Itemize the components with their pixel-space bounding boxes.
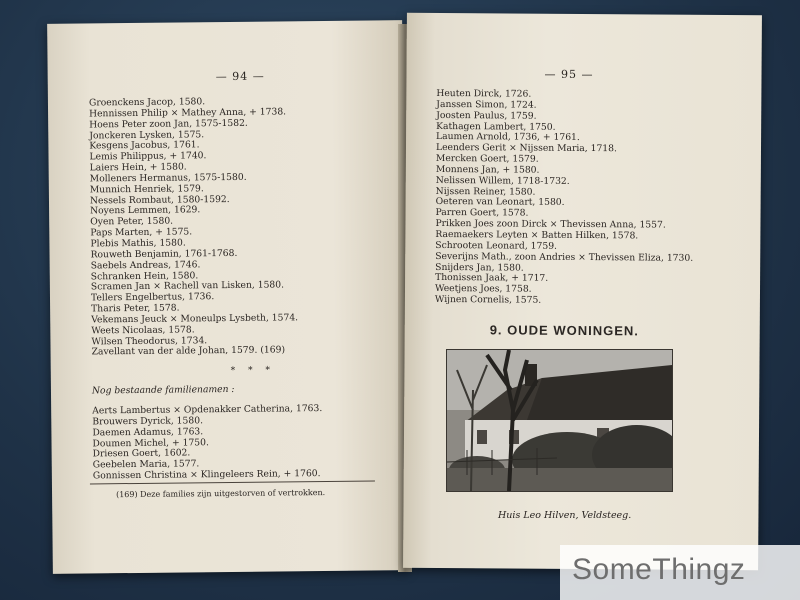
- entry-line: Geebelen Maria, 1577.: [92, 458, 200, 471]
- entry-line: Wijnen Cornelis, 1575.: [434, 294, 542, 306]
- left-page: [47, 20, 408, 574]
- footnote: (169) Deze families zijn uitgestorven of vertrokken.: [116, 487, 326, 500]
- entry-line: Mercken Goert, 1579.: [435, 153, 539, 165]
- entry-line: Nelissen Willem, 1718-1732.: [435, 174, 570, 187]
- entry-line: Zavellant van der alde Johan, 1579. (169): [91, 344, 286, 358]
- entry-line: Oyen Peter, 1580.: [90, 215, 174, 228]
- entry-line: Schrooten Leonard, 1759.: [435, 239, 558, 252]
- entry-line: Driesen Goert, 1602.: [92, 447, 191, 460]
- entry-line: Wilsen Theodorus, 1734.: [91, 334, 208, 347]
- left-entry-list: [89, 96, 299, 358]
- entry-line: Janssen Simon, 1724.: [436, 98, 537, 111]
- entry-line: Laiers Hein, + 1580.: [89, 161, 187, 174]
- entry-line: Brouwers Dyrick, 1580.: [92, 415, 204, 428]
- entry-line: Thonissen Jaak, + 1717.: [435, 272, 549, 285]
- entry-line: Plebis Mathis, 1580.: [90, 237, 186, 250]
- entry-line: Lemis Philippus, + 1740.: [89, 150, 207, 163]
- entry-line: Vekemans Jeuck × Moneulps Lysbeth, 1574.: [91, 312, 299, 326]
- entry-line: Weets Nicolaas, 1578.: [91, 324, 195, 337]
- entry-line: Heuten Dirck, 1726.: [436, 87, 532, 100]
- entry-line: Molleners Hermanus, 1575-1580.: [89, 171, 247, 185]
- house-photo: [446, 349, 673, 492]
- entry-line: Paps Marten, + 1575.: [90, 226, 193, 239]
- subheading: Nog bestaande familienamen :: [91, 383, 235, 397]
- page-number-left: — 94 —: [215, 69, 265, 84]
- entry-line: Tharis Peter, 1578.: [91, 302, 180, 315]
- entry-line: Severijns Math., zoon Andries × Thevissen Eliza, 1730.: [435, 250, 694, 264]
- entry-line: Rouweth Benjamin, 1761-1768.: [90, 247, 238, 261]
- entry-line: Saebels Andreas, 1746.: [90, 258, 201, 272]
- entry-line: Nijssen Reiner, 1580.: [435, 185, 536, 198]
- entry-line: Prikken Joes zoon Dirck × Thevissen Anna, 1557.: [435, 218, 666, 231]
- entry-line: Weetjens Joes, 1758.: [434, 283, 532, 295]
- entry-line: Groenckens Jacop, 1580.: [88, 96, 206, 109]
- photo-caption: Huis Leo Hilven, Veldsteeg.: [498, 510, 632, 521]
- entry-line: Laumen Arnold, 1736, + 1761.: [436, 131, 580, 144]
- section-separator: * * *: [230, 365, 276, 376]
- entry-line: Raemaekers Leyten × Batten Hilken, 1578.: [435, 228, 639, 242]
- entry-line: Joosten Paulus, 1759.: [436, 109, 537, 122]
- entry-line: Kathagen Lambert, 1750.: [436, 120, 556, 133]
- entry-line: Jonckeren Lysken, 1575.: [89, 128, 205, 141]
- entry-line: Leenders Gerit × Nijssen Maria, 1718.: [435, 142, 617, 155]
- entry-line: Monnens Jan, + 1580.: [435, 163, 540, 176]
- entry-line: Parren Goert, 1578.: [435, 207, 529, 219]
- section-heading: 9. OUDE WONINGEN.: [489, 322, 639, 339]
- left-entry-list-2: [92, 404, 323, 482]
- entry-line: Doumen Michel, + 1750.: [92, 436, 209, 449]
- right-entry-list: [435, 89, 694, 308]
- entry-line: Hoens Peter zoon Jan, 1575-1582.: [89, 117, 248, 131]
- entry-line: Munnich Henriek, 1579.: [89, 182, 204, 196]
- entry-line: Tellers Engelbertus, 1736.: [90, 291, 215, 304]
- entry-line: Hennissen Philip × Mathey Anna, + 1738.: [89, 106, 287, 120]
- entry-line: Noyens Lemmen, 1629.: [90, 204, 201, 217]
- entry-line: Kesgens Jacobus, 1761.: [89, 139, 200, 152]
- entry-line: Oeteren van Leonart, 1580.: [435, 196, 565, 209]
- entry-line: Daemen Adamus, 1763.: [92, 425, 204, 439]
- entry-line: Schranken Hein, 1580.: [90, 269, 199, 282]
- entry-line: Nessels Rombaut, 1580-1592.: [89, 193, 230, 207]
- page-number-right: — 95 —: [544, 67, 594, 82]
- watermark-logo: SomeThingz: [572, 553, 746, 586]
- entry-line: Aerts Lambertus × Opdenakker Catherina, 1763.: [92, 403, 323, 417]
- entry-line: Gonnissen Christina × Klingeleers Rein, + 1760.: [92, 468, 321, 482]
- entry-line: Snijders Jan, 1580.: [435, 261, 524, 274]
- entry-line: Scramen Jan × Rachell van Lisken, 1580.: [90, 279, 285, 293]
